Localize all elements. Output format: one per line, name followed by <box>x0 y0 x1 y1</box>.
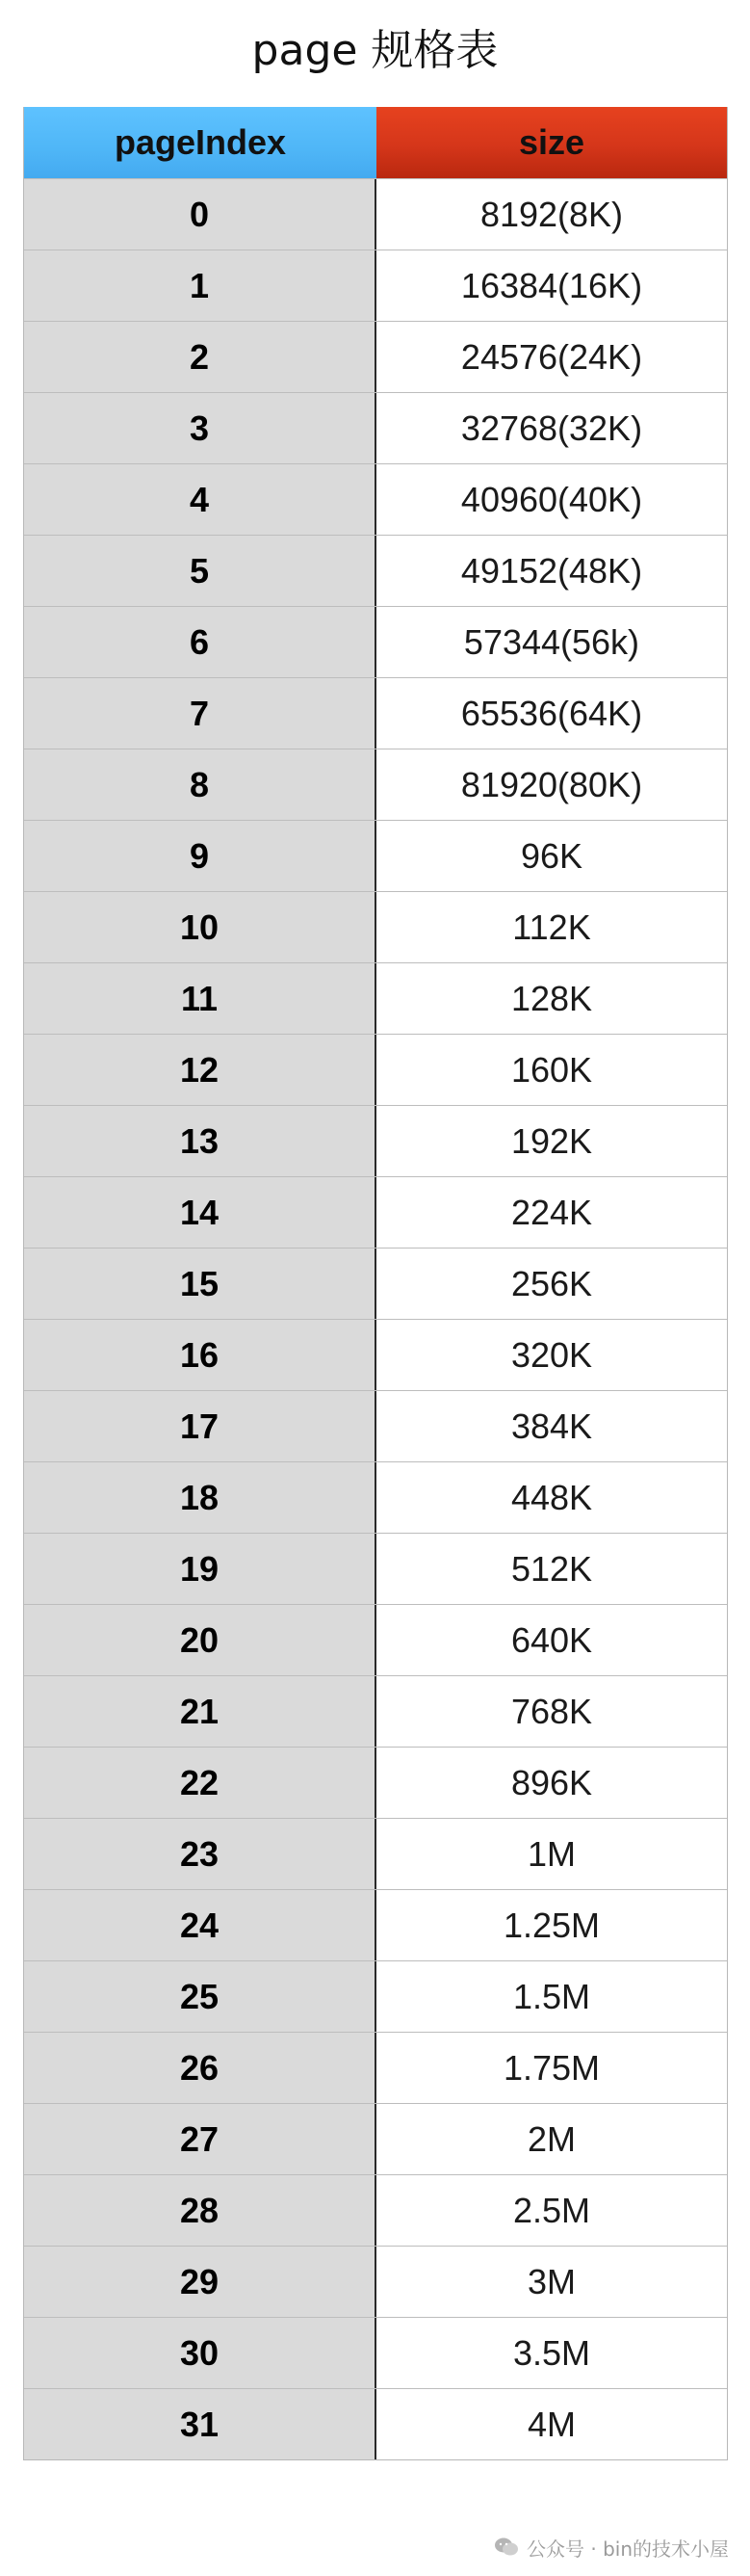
size-cell: 4M <box>376 2389 727 2459</box>
table-row <box>24 1105 727 1176</box>
table-row <box>24 962 727 1034</box>
pageindex-cell: 19 <box>24 1534 376 1604</box>
table-row <box>24 2174 727 2246</box>
page-size-table <box>23 107 728 2460</box>
header-size: size <box>376 107 727 178</box>
table-row <box>24 250 727 321</box>
table-row <box>24 321 727 392</box>
pageindex-cell: 8 <box>24 749 376 820</box>
table-row <box>24 1818 727 1889</box>
table-row <box>24 392 727 463</box>
table-row <box>24 535 727 606</box>
size-cell: 160K <box>376 1035 727 1105</box>
table-row <box>24 1889 727 1960</box>
size-cell: 2M <box>376 2104 727 2174</box>
pageindex-cell: 0 <box>24 179 376 250</box>
pageindex-cell: 21 <box>24 1676 376 1747</box>
pageindex-cell: 24 <box>24 1890 376 1960</box>
table-row <box>24 2032 727 2103</box>
size-cell: 3M <box>376 2247 727 2317</box>
table-row <box>24 1960 727 2032</box>
pageindex-cell: 17 <box>24 1391 376 1461</box>
table-row <box>24 2246 727 2317</box>
table-row <box>24 1176 727 1248</box>
size-cell: 384K <box>376 1391 727 1461</box>
watermark-text: 公众号 · bin的技术小屋 <box>527 2537 729 2561</box>
pageindex-cell: 23 <box>24 1819 376 1889</box>
size-cell: 1.5M <box>376 1961 727 2032</box>
table-header-row <box>24 107 727 178</box>
size-cell: 96K <box>376 821 727 891</box>
wechat-icon <box>494 2537 519 2558</box>
pageindex-cell: 26 <box>24 2033 376 2103</box>
table-row <box>24 463 727 535</box>
table-row <box>24 2388 727 2459</box>
pageindex-cell: 11 <box>24 963 376 1034</box>
pageindex-cell: 3 <box>24 393 376 463</box>
size-cell: 1.25M <box>376 1890 727 1960</box>
table-row <box>24 2103 727 2174</box>
table-row <box>24 677 727 749</box>
table-row <box>24 2317 727 2388</box>
pageindex-cell: 15 <box>24 1249 376 1319</box>
size-cell: 49152(48K) <box>376 536 727 606</box>
size-cell: 1.75M <box>376 2033 727 2103</box>
pageindex-cell: 9 <box>24 821 376 891</box>
size-cell: 768K <box>376 1676 727 1747</box>
table-row <box>24 1248 727 1319</box>
size-cell: 57344(56k) <box>376 607 727 677</box>
pageindex-cell: 16 <box>24 1320 376 1390</box>
table-row <box>24 1034 727 1105</box>
table-row <box>24 1390 727 1461</box>
pageindex-cell: 7 <box>24 678 376 749</box>
watermark <box>494 2528 729 2566</box>
pageindex-cell: 14 <box>24 1177 376 1248</box>
size-cell: 24576(24K) <box>376 322 727 392</box>
table-row <box>24 749 727 820</box>
table-row <box>24 1461 727 1533</box>
size-cell: 224K <box>376 1177 727 1248</box>
size-cell: 81920(80K) <box>376 749 727 820</box>
pageindex-cell: 31 <box>24 2389 376 2459</box>
header-pageindex: pageIndex <box>24 107 376 178</box>
size-cell: 8192(8K) <box>376 179 727 250</box>
pageindex-cell: 6 <box>24 607 376 677</box>
size-cell: 3.5M <box>376 2318 727 2388</box>
size-cell: 16384(16K) <box>376 250 727 321</box>
table-row <box>24 891 727 962</box>
table-row <box>24 1533 727 1604</box>
pageindex-cell: 12 <box>24 1035 376 1105</box>
table-row <box>24 820 727 891</box>
pageindex-cell: 1 <box>24 250 376 321</box>
pageindex-cell: 27 <box>24 2104 376 2174</box>
pageindex-cell: 5 <box>24 536 376 606</box>
size-cell: 32768(32K) <box>376 393 727 463</box>
table-body <box>24 178 727 2459</box>
size-cell: 1M <box>376 1819 727 1889</box>
table-row <box>24 1675 727 1747</box>
size-cell: 65536(64K) <box>376 678 727 749</box>
size-cell: 320K <box>376 1320 727 1390</box>
size-cell: 128K <box>376 963 727 1034</box>
size-cell: 2.5M <box>376 2175 727 2246</box>
pageindex-cell: 25 <box>24 1961 376 2032</box>
size-cell: 896K <box>376 1748 727 1818</box>
table-row <box>24 1747 727 1818</box>
pageindex-cell: 22 <box>24 1748 376 1818</box>
size-cell: 112K <box>376 892 727 962</box>
table-row <box>24 606 727 677</box>
size-cell: 640K <box>376 1605 727 1675</box>
table-row <box>24 1604 727 1675</box>
table-row <box>24 1319 727 1390</box>
size-cell: 512K <box>376 1534 727 1604</box>
size-cell: 40960(40K) <box>376 464 727 535</box>
size-cell: 192K <box>376 1106 727 1176</box>
size-cell: 256K <box>376 1249 727 1319</box>
table-row <box>24 178 727 250</box>
pageindex-cell: 2 <box>24 322 376 392</box>
pageindex-cell: 4 <box>24 464 376 535</box>
pageindex-cell: 20 <box>24 1605 376 1675</box>
pageindex-cell: 28 <box>24 2175 376 2246</box>
pageindex-cell: 10 <box>24 892 376 962</box>
pageindex-cell: 30 <box>24 2318 376 2388</box>
pageindex-cell: 18 <box>24 1462 376 1533</box>
size-cell: 448K <box>376 1462 727 1533</box>
pageindex-cell: 29 <box>24 2247 376 2317</box>
pageindex-cell: 13 <box>24 1106 376 1176</box>
table-title: page 规格表 <box>251 26 499 75</box>
